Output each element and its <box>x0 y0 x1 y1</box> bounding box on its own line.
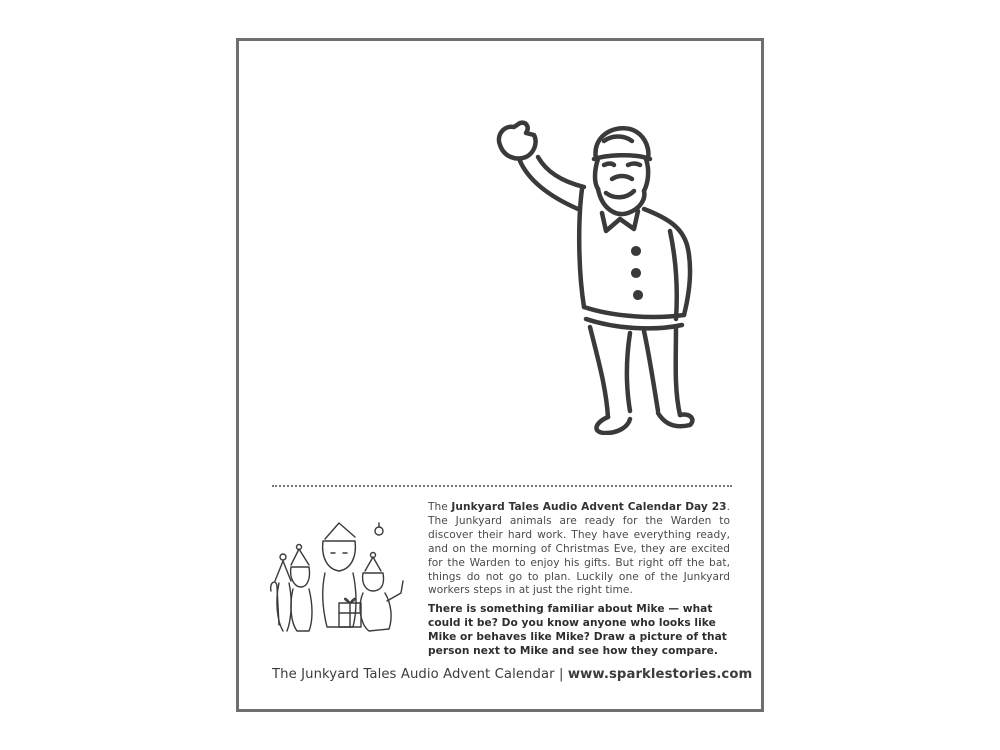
dotted-divider <box>272 485 732 487</box>
page-footer <box>272 667 753 682</box>
footer-url-link[interactable]: www.sparklestories.com <box>567 667 753 682</box>
footer-title: The Junkyard Tales Audio Advent Calendar <box>272 667 555 682</box>
story-description <box>428 501 730 658</box>
footer-separator: | <box>559 667 564 682</box>
intro-prefix: The <box>428 501 448 513</box>
story-body: The Junkyard animals are ready for the Warden to discover their hard work. They have everything ready, and on the morning of Christmas Eve, they are excited for the Warden to enjoy his gifts. But right off the bat, things do not go to plan. Luckily one of the Junkyard workers steps in at just the right time. <box>428 514 730 597</box>
coloring-page <box>236 38 764 712</box>
intro-suffix: . <box>726 501 730 513</box>
junkyard-animals-illustration <box>269 521 409 633</box>
drawing-prompt: There is something familiar about Mike — what could it be? Do you know anyone who looks like Mike or behaves like Mike? Draw a picture of that person next to Mike and see how they compare. <box>428 603 727 658</box>
mike-waving-illustration <box>494 119 702 435</box>
calendar-title: Junkyard Tales Audio Advent Calendar Day 23 <box>451 501 727 513</box>
story-paragraph <box>428 501 730 598</box>
